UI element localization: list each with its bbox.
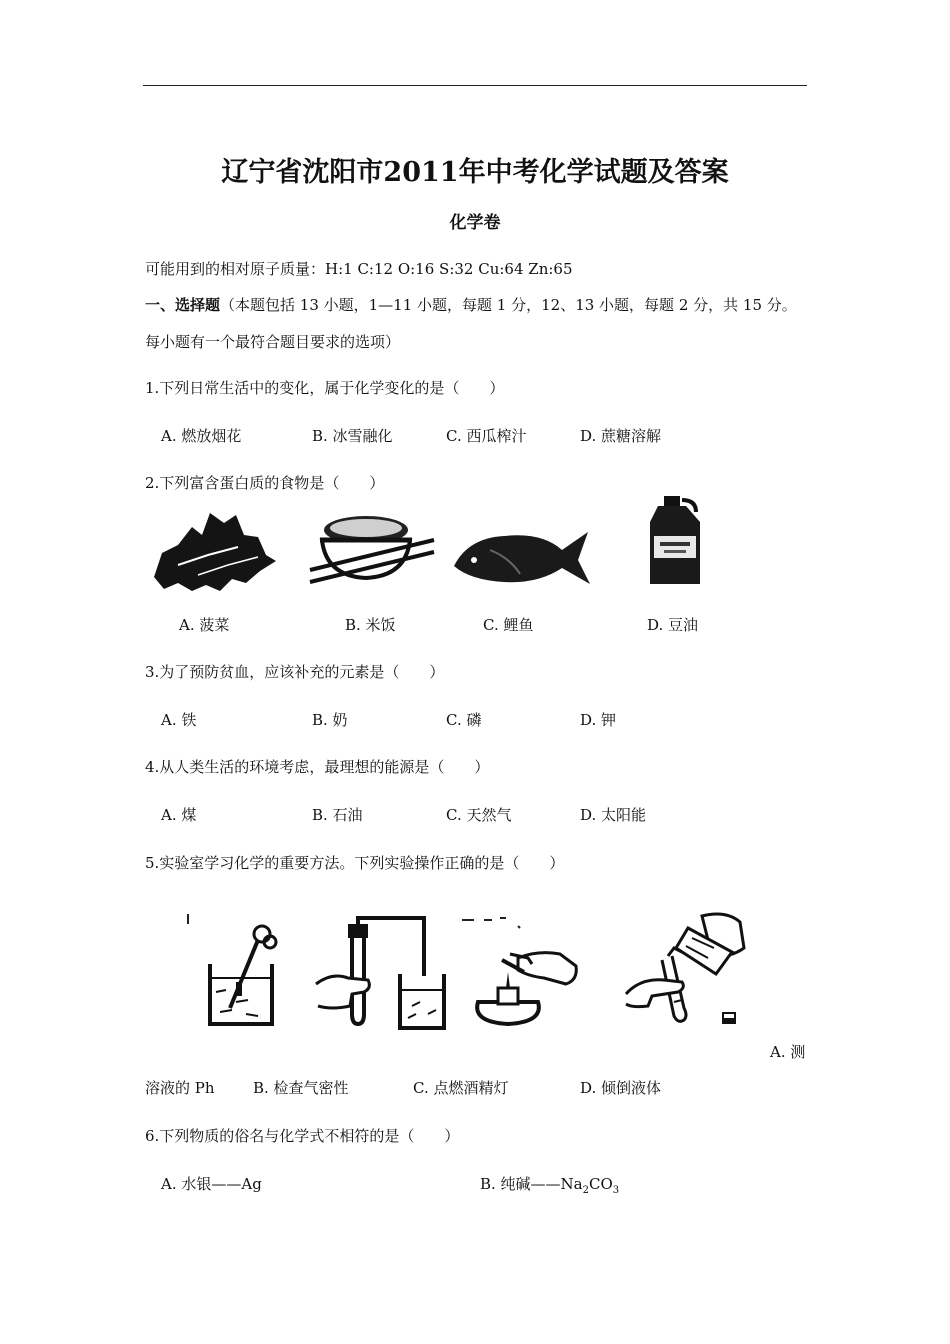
soy-oil-bottle-picture — [640, 490, 720, 590]
section-heading-line — [145, 294, 797, 315]
question-6-stem: 6.下列物质的俗名与化学式不相符的是（ ） — [145, 1127, 460, 1145]
pouring-liquid-picture — [622, 908, 748, 1030]
question-1-stem: 1.下列日常生活中的变化，属于化学变化的是（ ） — [145, 379, 505, 397]
option-b-sub-2: 3 — [612, 1185, 620, 1196]
ph-test-picture — [186, 912, 282, 1030]
question-6-option-b — [480, 1173, 619, 1196]
question-3-option-d: D. 钾 — [580, 711, 617, 729]
question-3-stem: 3.为了预防贫血，应该补充的元素是（ ） — [145, 663, 445, 681]
carp-picture — [450, 520, 592, 592]
atomic-masses: 可能用到的相对原子质量：H:1 C:12 O:16 S:32 Cu:64 Zn:65 — [145, 260, 573, 278]
question-1-option-c: C. 西瓜榨汁 — [446, 427, 527, 445]
question-3-option-b: B. 奶 — [312, 711, 348, 729]
question-1-option-a: A. 燃放烟花 — [161, 427, 242, 445]
question-5-option-a-part1: A. 测 — [770, 1043, 806, 1061]
section-desc-1: （本题包括 13 小题，1—11 小题，每题 1 分，12、13 小题，每题 2 分，共 15 分。 — [220, 296, 797, 314]
section-title: 一、选择题 — [145, 296, 221, 314]
question-4-option-d: D. 太阳能 — [580, 806, 647, 824]
question-2-option-d: D. 豆油 — [647, 616, 699, 634]
page-subtitle: 化学卷 — [449, 213, 501, 233]
page-title: 辽宁省沈阳市2011年中考化学试题及答案 — [221, 157, 729, 188]
airtightness-check-picture — [312, 914, 446, 1032]
option-b-sub-1: 2 — [582, 1185, 590, 1196]
spinach-picture — [148, 505, 280, 595]
question-5-stem: 5.实验室学习化学的重要方法。下列实验操作正确的是（ ） — [145, 854, 565, 872]
question-4-stem: 4.从人类生活的环境考虑，最理想的能源是（ ） — [145, 758, 490, 776]
question-2-stem: 2.下列富含蛋白质的食物是（ ） — [145, 474, 385, 492]
question-1-option-d: D. 蔗糖溶解 — [580, 427, 662, 445]
question-2-option-c: C. 鲤鱼 — [483, 616, 534, 634]
question-3-option-a: A. 铁 — [161, 711, 197, 729]
question-4-option-c: C. 天然气 — [446, 806, 512, 824]
question-5-option-c: C. 点燃酒精灯 — [413, 1079, 509, 1097]
question-2-option-a: A. 菠菜 — [179, 616, 230, 634]
question-4-option-a: A. 煤 — [161, 806, 197, 824]
question-4-option-b: B. 石油 — [312, 806, 363, 824]
question-6-option-a: A. 水银——Ag — [161, 1175, 262, 1193]
option-b-mid: CO — [589, 1175, 613, 1193]
question-2-option-b: B. 米饭 — [345, 616, 396, 634]
question-3-option-c: C. 磷 — [446, 711, 482, 729]
section-desc-2: 每小题有一个最符合题目要求的选项） — [145, 333, 401, 351]
rice-bowl-picture — [306, 500, 436, 590]
alcohol-lamp-picture — [458, 914, 582, 1030]
question-5-option-a-part2: 溶液的 Ph — [145, 1079, 215, 1097]
question-1-option-b: B. 冰雪融化 — [312, 427, 393, 445]
question-5-option-b: B. 检查气密性 — [253, 1079, 349, 1097]
header-rule — [143, 85, 807, 86]
question-5-option-d: D. 倾倒液体 — [580, 1079, 662, 1097]
option-b-prefix: B. 纯碱——Na — [480, 1175, 583, 1193]
